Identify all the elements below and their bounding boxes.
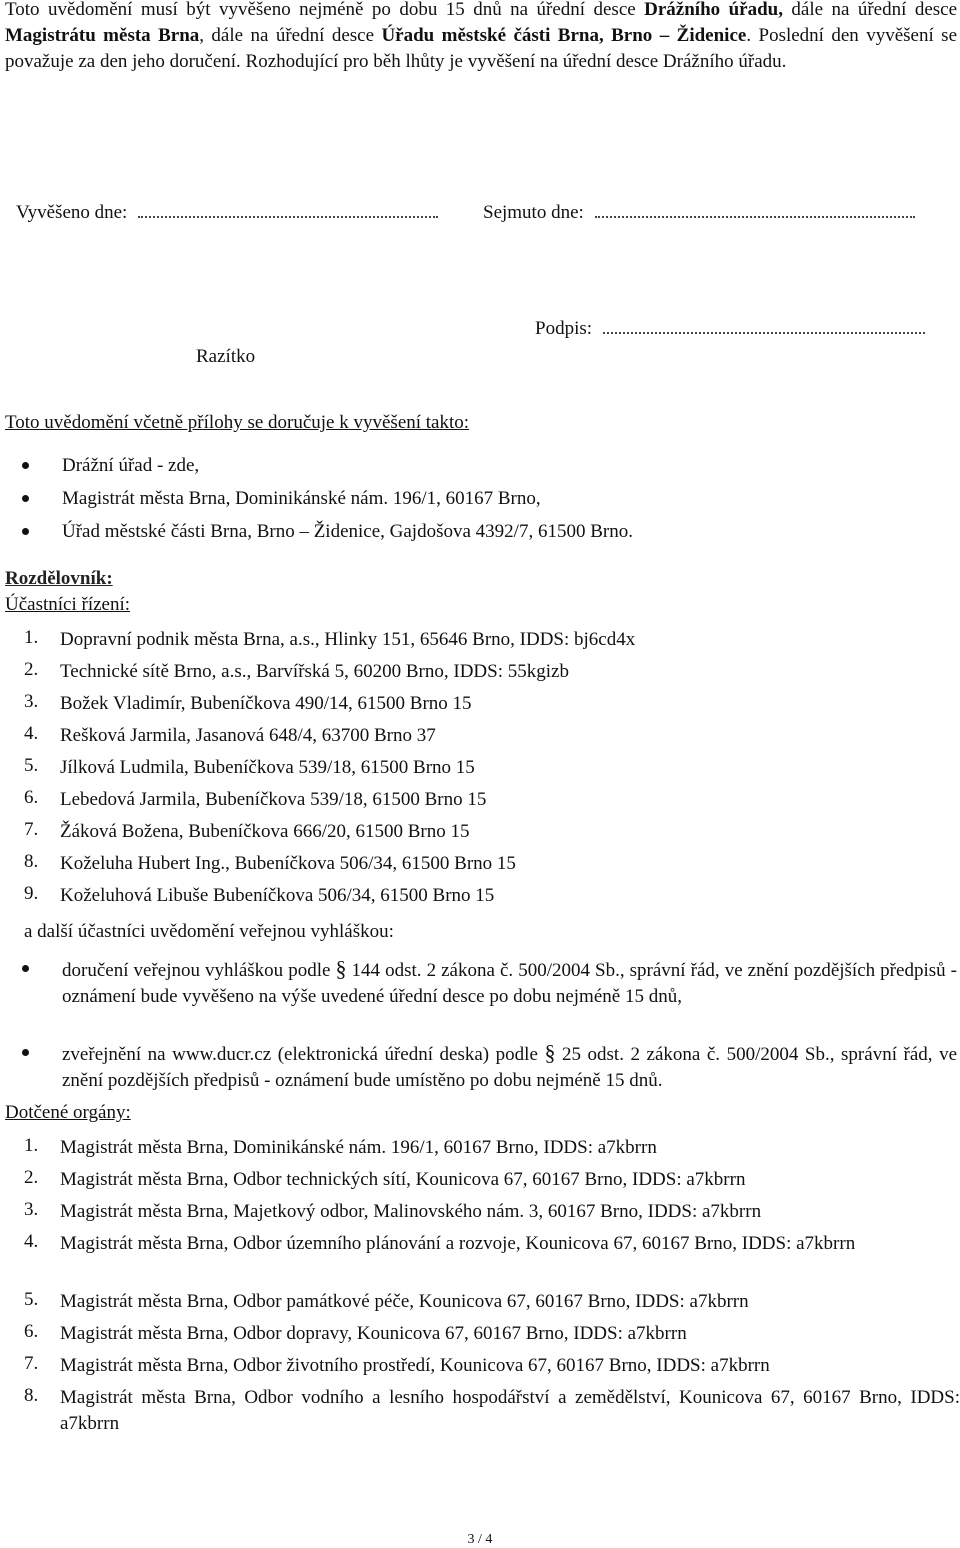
signature-line bbox=[603, 318, 925, 334]
section-sign: § bbox=[335, 956, 347, 981]
removed-date-label: Sejmuto dne: bbox=[483, 202, 584, 223]
intro-paragraph bbox=[5, 0, 957, 75]
posted-date-line bbox=[138, 202, 438, 218]
bullet-icon bbox=[22, 965, 29, 972]
bullet-icon bbox=[22, 495, 29, 502]
intro-text: , dále na úřední desce bbox=[199, 25, 382, 46]
participants-heading: Účastníci řízení: bbox=[5, 594, 131, 615]
bullet-icon bbox=[22, 462, 29, 469]
intro-text: . Poslední den vyvěšení se považuje za den jeho doručení. Rozhodující pro běh lhůty je vyvěšení na úřední desce Drážního úřadu. bbox=[5, 25, 958, 72]
intro-text: Toto uvědomění musí být vyvěšeno nejméně po dobu 15 dnů na úřední desce bbox=[5, 0, 645, 20]
bullet-icon bbox=[22, 1049, 29, 1056]
posted-date-field bbox=[16, 202, 438, 224]
authorities-heading: Dotčené orgány: bbox=[5, 1102, 131, 1123]
intro-bold-magistrate: Magistrátu města Brna bbox=[5, 25, 200, 46]
intro-bold-railway-office: Drážního úřadu, bbox=[644, 0, 783, 20]
bullet-icon bbox=[22, 528, 29, 535]
signature-label: Podpis: bbox=[535, 318, 593, 339]
distribution-heading: Rozdělovník: bbox=[5, 568, 113, 589]
removed-date-field bbox=[483, 202, 915, 224]
intro-bold-district-office: Úřadu městské části Brna, Brno – Židenice bbox=[381, 25, 747, 46]
posted-date-label: Vyvěšeno dne: bbox=[16, 202, 128, 223]
page-number: 3 / 4 bbox=[467, 1532, 493, 1547]
section-sign: § bbox=[544, 1040, 556, 1065]
intro-text: dále na úřední desce bbox=[782, 0, 958, 20]
removed-date-line bbox=[595, 202, 915, 218]
stamp-label: Razítko bbox=[196, 346, 256, 367]
signature-field bbox=[535, 318, 925, 340]
others-heading: a další účastníci uvědomění veřejnou vyhláškou: bbox=[24, 921, 394, 942]
delivery-heading: Toto uvědomění včetně přílohy se doručuje k vyvěšení takto: bbox=[5, 412, 470, 433]
